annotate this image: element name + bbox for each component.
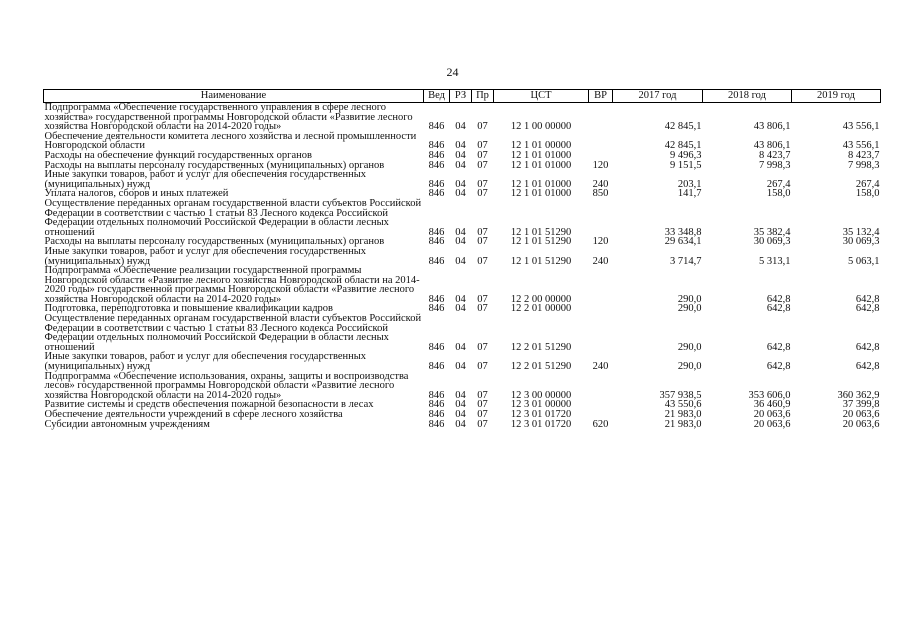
row-2017-cell: 29 634,1	[664, 236, 702, 248]
row-2019-cell: 642,8	[855, 293, 880, 305]
table-row	[44, 132, 881, 151]
row-2018-cell: 158,0	[766, 188, 791, 200]
row-2019-cell: 642,8	[855, 303, 880, 315]
row-rz-cell: 04	[455, 226, 466, 238]
row-rz-cell: 04	[455, 121, 466, 133]
row-vr-cell: 850	[592, 188, 609, 200]
row-pr-cell: 07	[477, 303, 488, 315]
row-cst-cell: 12 2 00 00000	[510, 293, 572, 305]
row-2018-cell: 30 069,3	[753, 236, 791, 248]
row-vr-cell	[589, 372, 613, 401]
row-2018-cell: 642,8	[766, 361, 791, 373]
row-name-cell: Иные закупки товаров, работ и услуг для обеспечения государственных (муниципальных) нужд	[44, 169, 367, 190]
row-pr-cell: 07	[477, 293, 488, 305]
row-name-cell: Субсидии автономным учреждениям	[44, 418, 210, 430]
row-pr-cell: 07	[477, 341, 488, 353]
row-2019-cell: 360 362,9	[837, 389, 880, 401]
row-cst-cell: 12 3 01 01720	[510, 418, 572, 430]
row-ved-cell: 846	[428, 140, 445, 152]
col-header-name: Наименование	[44, 90, 424, 103]
row-2018-cell: 353 606,0	[748, 389, 791, 401]
row-2017-cell: 21 983,0	[664, 418, 702, 430]
row-name-cell: Подготовка, переподготовка и повышение квалификации кадров	[44, 303, 334, 315]
row-2018-cell: 20 063,6	[753, 418, 791, 430]
row-vr-cell	[589, 132, 613, 151]
row-cst-cell: 12 1 01 51290	[510, 226, 572, 238]
row-vr-cell	[589, 314, 613, 352]
row-ved-cell: 846	[428, 418, 445, 430]
row-2019-cell: 37 399,8	[842, 399, 880, 411]
col-header-rz: РЗ	[450, 90, 472, 103]
row-2019-cell: 5 063,1	[848, 255, 880, 267]
row-pr-cell: 07	[477, 255, 488, 267]
row-2019-cell: 43 556,1	[842, 121, 880, 133]
row-rz-cell: 04	[455, 188, 466, 200]
col-header-vr: ВР	[589, 90, 613, 103]
row-name-cell: Расходы на обеспечение функций государственных органов	[44, 149, 312, 161]
row-cst-cell: 12 3 01 00000	[510, 399, 572, 411]
row-cst-cell: 12 2 01 00000	[510, 303, 572, 315]
row-2019-cell: 8 423,7	[848, 149, 880, 161]
row-2018-cell: 20 063,6	[753, 409, 791, 420]
row-cst-cell: 12 2 01 51290	[510, 341, 572, 353]
row-ved-cell: 846	[428, 159, 445, 171]
row-ved-cell: 846	[428, 178, 445, 190]
row-name-cell: Уплата налогов, сборов и иных платежей	[44, 188, 229, 200]
row-rz-cell: 04	[455, 418, 466, 430]
row-vr-cell: 120	[592, 236, 609, 248]
row-vr-cell: 240	[592, 361, 609, 373]
row-cst-cell: 12 1 01 01000	[510, 178, 572, 190]
table-row	[44, 420, 881, 430]
row-pr-cell: 07	[477, 121, 488, 133]
row-pr-cell: 07	[477, 409, 488, 420]
row-rz-cell: 04	[455, 149, 466, 161]
row-2017-cell: 290,0	[677, 303, 702, 315]
row-cst-cell: 12 3 01 01720	[510, 409, 572, 420]
row-2018-cell: 35 382,4	[753, 226, 791, 238]
row-2017-cell: 42 845,1	[664, 140, 702, 152]
row-name-cell: Подпрограмма «Обеспечение реализации государственной программы Новгородской области «Развитие лесного хозяйства Новгородской области на 2014-2020 годы» государственной программы Новгородской области «Развитие лесного хозяйства Новгородской области на 2014-2020 годы»	[44, 265, 420, 305]
row-2017-cell: 141,7	[677, 188, 702, 200]
row-2018-cell: 43 806,1	[753, 140, 791, 152]
row-vr-cell	[589, 199, 613, 237]
table-row	[44, 372, 881, 401]
row-2019-cell: 43 556,1	[842, 140, 880, 152]
table-row	[44, 199, 881, 237]
row-2017-cell: 357 938,5	[659, 389, 702, 401]
row-pr-cell: 07	[477, 389, 488, 401]
row-2018-cell: 642,8	[766, 293, 791, 305]
row-vr-cell	[589, 400, 613, 410]
row-2018-cell: 642,8	[766, 341, 791, 353]
table-header-row	[44, 90, 881, 103]
row-name-cell: Иные закупки товаров, работ и услуг для обеспечения государственных (муниципальных) нужд	[44, 245, 367, 267]
row-vr-cell	[589, 266, 613, 304]
row-2017-cell: 203,1	[677, 178, 702, 190]
col-header-2019: 2019 год	[792, 90, 881, 103]
row-name-cell: Подпрограмма «Обеспечение государственного управления в сфере лесного хозяйства» государственной программы Новгородской области «Развитие лесного хозяйства Новгородской области на 2014-2020 годы»	[44, 102, 413, 133]
row-2018-cell: 642,8	[766, 303, 791, 315]
row-2019-cell: 158,0	[855, 188, 880, 200]
row-vr-cell	[589, 304, 613, 314]
row-vr-cell	[589, 103, 613, 132]
row-ved-cell: 846	[428, 255, 445, 267]
row-vr-cell: 240	[592, 178, 609, 190]
row-name-cell: Обеспечение деятельности учреждений в сфере лесного хозяйства	[44, 409, 343, 420]
row-2017-cell: 9 151,5	[670, 159, 702, 171]
row-2017-cell: 290,0	[677, 293, 702, 305]
row-2018-cell: 36 460,9	[753, 399, 791, 411]
row-ved-cell: 846	[428, 121, 445, 133]
table-row	[44, 103, 881, 132]
row-2017-cell: 42 845,1	[664, 121, 702, 133]
row-rz-cell: 04	[455, 140, 466, 152]
row-pr-cell: 07	[477, 140, 488, 152]
row-2019-cell: 642,8	[855, 361, 880, 373]
budget-table	[43, 89, 881, 429]
row-vr-cell: 240	[592, 255, 609, 267]
table-row	[44, 266, 881, 304]
col-header-ved: Вед	[424, 90, 450, 103]
row-ved-cell: 846	[428, 341, 445, 353]
row-cst-cell: 12 1 00 00000	[510, 121, 572, 133]
row-2019-cell: 7 998,3	[848, 159, 880, 171]
row-ved-cell: 846	[428, 226, 445, 238]
table-row	[44, 170, 881, 189]
row-2019-cell: 20 063,6	[842, 409, 880, 420]
row-pr-cell: 07	[477, 418, 488, 430]
row-ved-cell: 846	[428, 399, 445, 411]
row-2017-cell: 290,0	[677, 341, 702, 353]
row-pr-cell: 07	[477, 188, 488, 200]
row-name-cell: Развитие системы и средств обеспечения пожарной безопасности в лесах	[44, 399, 374, 411]
row-rz-cell: 04	[455, 178, 466, 190]
row-cst-cell: 12 2 01 51290	[510, 361, 572, 373]
row-rz-cell: 04	[455, 399, 466, 411]
row-rz-cell: 04	[455, 389, 466, 401]
row-rz-cell: 04	[455, 361, 466, 373]
row-ved-cell: 846	[428, 303, 445, 315]
row-2019-cell: 267,4	[855, 178, 880, 190]
page-number: 24	[446, 65, 459, 79]
row-name-cell: Подпрограмма «Обеспечение использования, охраны, защиты и воспроизводства лесов» государственной программы Новгородской области «Развитие лесного хозяйства Новгородской области на 2014-2020 годы»	[44, 370, 409, 401]
row-pr-cell: 07	[477, 361, 488, 373]
table-row	[44, 314, 881, 352]
col-header-2018: 2018 год	[703, 90, 792, 103]
table-row	[44, 352, 881, 371]
row-2019-cell: 20 063,6	[842, 418, 880, 430]
row-rz-cell: 04	[455, 303, 466, 315]
row-rz-cell: 04	[455, 293, 466, 305]
row-cst-cell: 12 1 01 51290	[510, 255, 572, 267]
row-2017-cell: 21 983,0	[664, 409, 702, 420]
row-name-cell: Обеспечение деятельности комитета лесного хозяйства и лесной промышленности Новгородской области	[44, 130, 417, 152]
row-pr-cell: 07	[477, 226, 488, 238]
row-pr-cell: 07	[477, 149, 488, 161]
row-2018-cell: 8 423,7	[759, 149, 791, 161]
row-cst-cell: 12 1 01 01000	[510, 159, 572, 171]
row-ved-cell: 846	[428, 361, 445, 373]
row-rz-cell: 04	[455, 159, 466, 171]
row-2019-cell: 35 132,4	[842, 226, 880, 238]
row-2019-cell: 30 069,3	[842, 236, 880, 248]
row-2018-cell: 267,4	[766, 178, 791, 190]
row-2017-cell: 33 348,8	[664, 226, 702, 238]
row-2017-cell: 9 496,3	[670, 149, 702, 161]
row-cst-cell: 12 1 01 00000	[510, 140, 572, 152]
row-name-cell: Расходы на выплаты персоналу государственных (муниципальных) органов	[44, 236, 385, 248]
row-pr-cell: 07	[477, 178, 488, 190]
row-2018-cell: 7 998,3	[759, 159, 791, 171]
row-ved-cell: 846	[428, 236, 445, 248]
row-rz-cell: 04	[455, 236, 466, 248]
col-header-pr: Пр	[472, 90, 494, 103]
row-2017-cell: 43 550,6	[664, 399, 702, 411]
row-vr-cell: 120	[592, 159, 609, 171]
row-ved-cell: 846	[428, 149, 445, 161]
row-pr-cell: 07	[477, 159, 488, 171]
row-name-cell: Расходы на выплаты персоналу государственных (муниципальных) органов	[44, 159, 385, 171]
row-2018-cell: 5 313,1	[759, 255, 791, 267]
row-2017-cell: 3 714,7	[670, 255, 702, 267]
table-body	[44, 103, 881, 430]
row-ved-cell: 846	[428, 389, 445, 401]
row-name-cell: Осуществление переданных органам государственной власти субъектов Российской Федерации в соответствии с частью 1 статьи 83 Лесного кодекса Российской Федерации отдельных полномочий Российской Федерации в области лесных отношений	[44, 197, 422, 238]
row-rz-cell: 04	[455, 409, 466, 420]
row-cst-cell: 12 1 01 01000	[510, 188, 572, 200]
row-rz-cell: 04	[455, 341, 466, 353]
row-ved-cell: 846	[428, 409, 445, 420]
row-cst-cell: 12 1 01 01000	[510, 149, 572, 161]
col-header-2017: 2017 год	[613, 90, 703, 103]
row-vr-cell: 620	[592, 418, 609, 430]
row-name-cell: Иные закупки товаров, работ и услуг для обеспечения государственных (муниципальных) нужд	[44, 351, 367, 373]
row-ved-cell: 846	[428, 293, 445, 305]
row-cst-cell: 12 1 01 51290	[510, 236, 572, 248]
row-name-cell: Осуществление переданных органам государственной власти субъектов Российской Федерации в соответствии с частью 1 статьи 83 Лесного кодекса Российской Федерации отдельных полномочий Российской Федерации в области лесных отношений	[44, 313, 422, 353]
row-ved-cell: 846	[428, 188, 445, 200]
row-cst-cell: 12 3 00 00000	[510, 389, 572, 401]
row-2019-cell: 642,8	[855, 341, 880, 353]
table-row	[44, 247, 881, 266]
row-2018-cell: 43 806,1	[753, 121, 791, 133]
row-pr-cell: 07	[477, 236, 488, 248]
row-pr-cell: 07	[477, 399, 488, 411]
col-header-cst: ЦСТ	[494, 90, 589, 103]
row-2017-cell: 290,0	[677, 361, 702, 373]
row-rz-cell: 04	[455, 255, 466, 267]
